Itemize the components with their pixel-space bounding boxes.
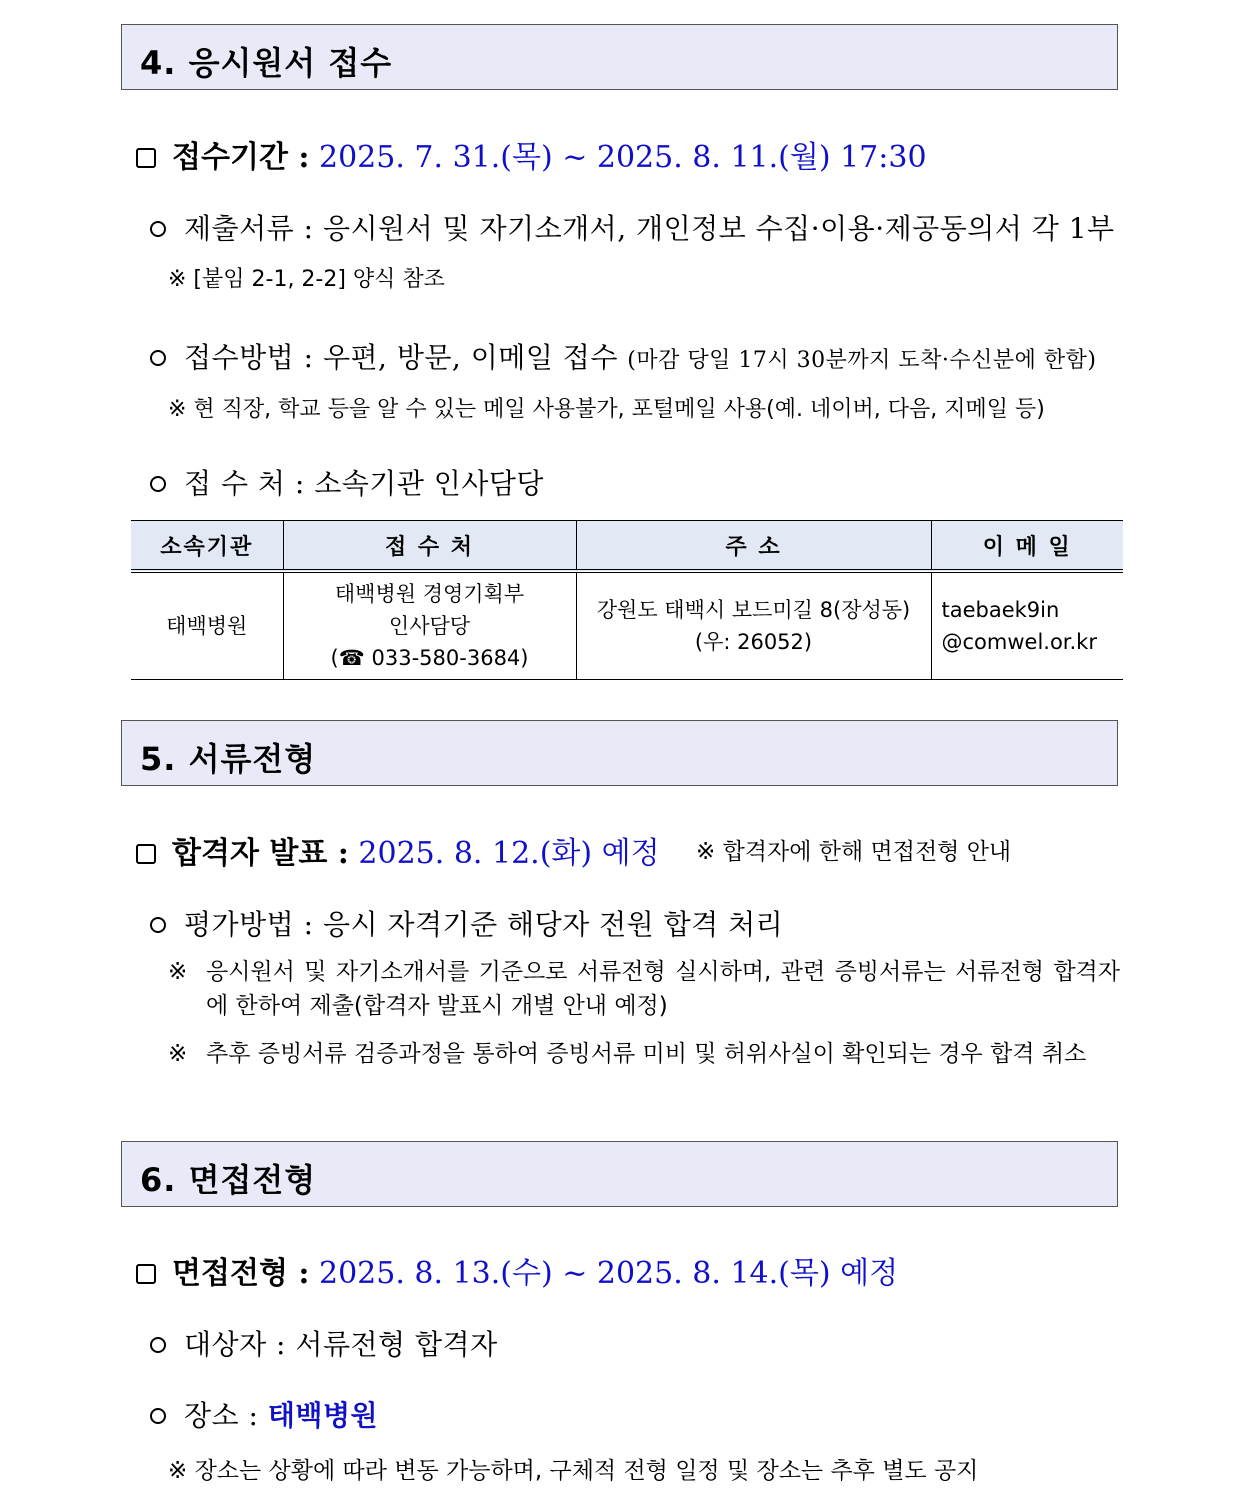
address-line1: 강원도 태백시 보드미길 8(장성동) [596,598,911,622]
section-5-header [121,720,1118,786]
header-dept: 접 수 처 [283,521,576,572]
cell-address [576,571,931,680]
submission-method-value: 우편, 방문, 이메일 접수 [322,341,618,374]
note-mark: ※ [168,1041,188,1067]
submission-documents-label: 제출서류 : [184,212,314,245]
header-email: 이 메 일 [931,521,1123,572]
result-announcement-value: 2025. 8. 12.(화) 예정 [358,836,660,871]
cell-dept [283,571,576,680]
application-period-value: 2025. 7. 31.(목) ~ 2025. 8. 11.(월) 17:30 [319,140,927,175]
section-4-header [121,24,1118,90]
application-period-label: 접수기간 : [172,140,310,175]
result-announcement [136,828,660,872]
interview-target-value: 서류전형 합격자 [295,1328,498,1361]
submission-documents [150,207,1115,247]
header-address: 주 소 [576,521,931,572]
submission-documents-value: 응시원서 및 자기소개서, 개인정보 수집·이용·제공동의서 각 1부 [322,212,1115,245]
email-line1: taebaek9in [941,598,1060,622]
documents-note: ※ [붙임 2-1, 2-2] 양식 참조 [168,267,445,292]
circle-bullet-icon [150,221,166,237]
table-header-row [131,521,1123,572]
evaluation-method [150,903,783,943]
dept-line1: 태백병원 경영기획부 [334,582,525,606]
cell-email [931,571,1123,680]
cell-org: 태백병원 [131,571,283,680]
checkbox-square-icon [136,1264,156,1284]
evaluation-note-1-text: 응시원서 및 자기소개서를 기준으로 서류전형 실시하며, 관련 증빙서류는 서류전형 합격자에 한하여 제출(합격자 발표시 개별 안내 예정) [206,959,1120,1019]
reception-place [150,462,544,502]
submission-method-label: 접수방법 : [184,341,314,374]
method-note: ※ 현 직장, 학교 등을 알 수 있는 메일 사용불가, 포털메일 사용(예. 네이버, 다음, 지메일 등) [168,397,1045,422]
reception-place-value: 소속기관 인사담당 [314,467,544,500]
venue-note: ※ 장소는 상황에 따라 변동 가능하며, 구체적 전형 일정 및 장소는 추후 별도 공지 [168,1458,979,1484]
circle-bullet-icon [150,1337,166,1353]
section-6-title: 6. 면접전형 [140,1161,317,1199]
circle-bullet-icon [150,350,166,366]
result-announcement-label: 합격자 발표 : [172,836,349,871]
submission-method [150,336,1096,376]
evaluation-method-value: 응시 자격기준 해당자 전원 합격 처리 [322,908,784,941]
section-4-title: 4. 응시원서 접수 [140,44,393,82]
checkbox-square-icon [136,148,156,168]
interview-schedule-value: 2025. 8. 13.(수) ~ 2025. 8. 14.(목) 예정 [319,1256,899,1291]
submission-method-sub: (마감 당일 17시 30분까지 도착·수신분에 한함) [627,348,1097,373]
circle-bullet-icon [150,476,166,492]
evaluation-note-2-text: 추후 증빙서류 검증과정을 통하여 증빙서류 미비 및 허위사실이 확인되는 경우 합격 취소 [206,1041,1087,1067]
address-line2: (우: 26052) [694,630,813,654]
email-line2: @comwel.or.kr [941,630,1097,654]
note-mark: ※ [168,959,188,985]
table-row [131,571,1123,680]
interview-venue-value: 태백병원 [267,1399,379,1432]
checkbox-square-icon [136,844,156,864]
reception-place-label: 접 수 처 : [184,467,305,500]
interview-venue-label: 장소 : [184,1399,259,1432]
interview-schedule-label: 면접전형 : [172,1256,310,1291]
header-org: 소속기관 [131,521,283,572]
interview-target-label: 대상자 : [184,1328,286,1361]
interview-target [150,1323,498,1363]
announcement-note: ※ 합격자에 한해 면접전형 안내 [696,839,1012,865]
dept-phone: (☎ 033-580-3684) [330,646,529,670]
evaluation-note-2 [168,1037,1120,1071]
evaluation-note-1 [168,955,1120,1023]
circle-bullet-icon [150,1408,166,1424]
circle-bullet-icon [150,917,166,933]
section-5-title: 5. 서류전형 [140,740,317,778]
section-6-header [121,1141,1118,1207]
interview-schedule [136,1248,898,1292]
application-period [136,132,927,176]
dept-line2: 인사담당 [388,614,471,638]
evaluation-method-label: 평가방법 : [184,908,314,941]
interview-venue [150,1394,378,1434]
reception-table [131,520,1123,680]
